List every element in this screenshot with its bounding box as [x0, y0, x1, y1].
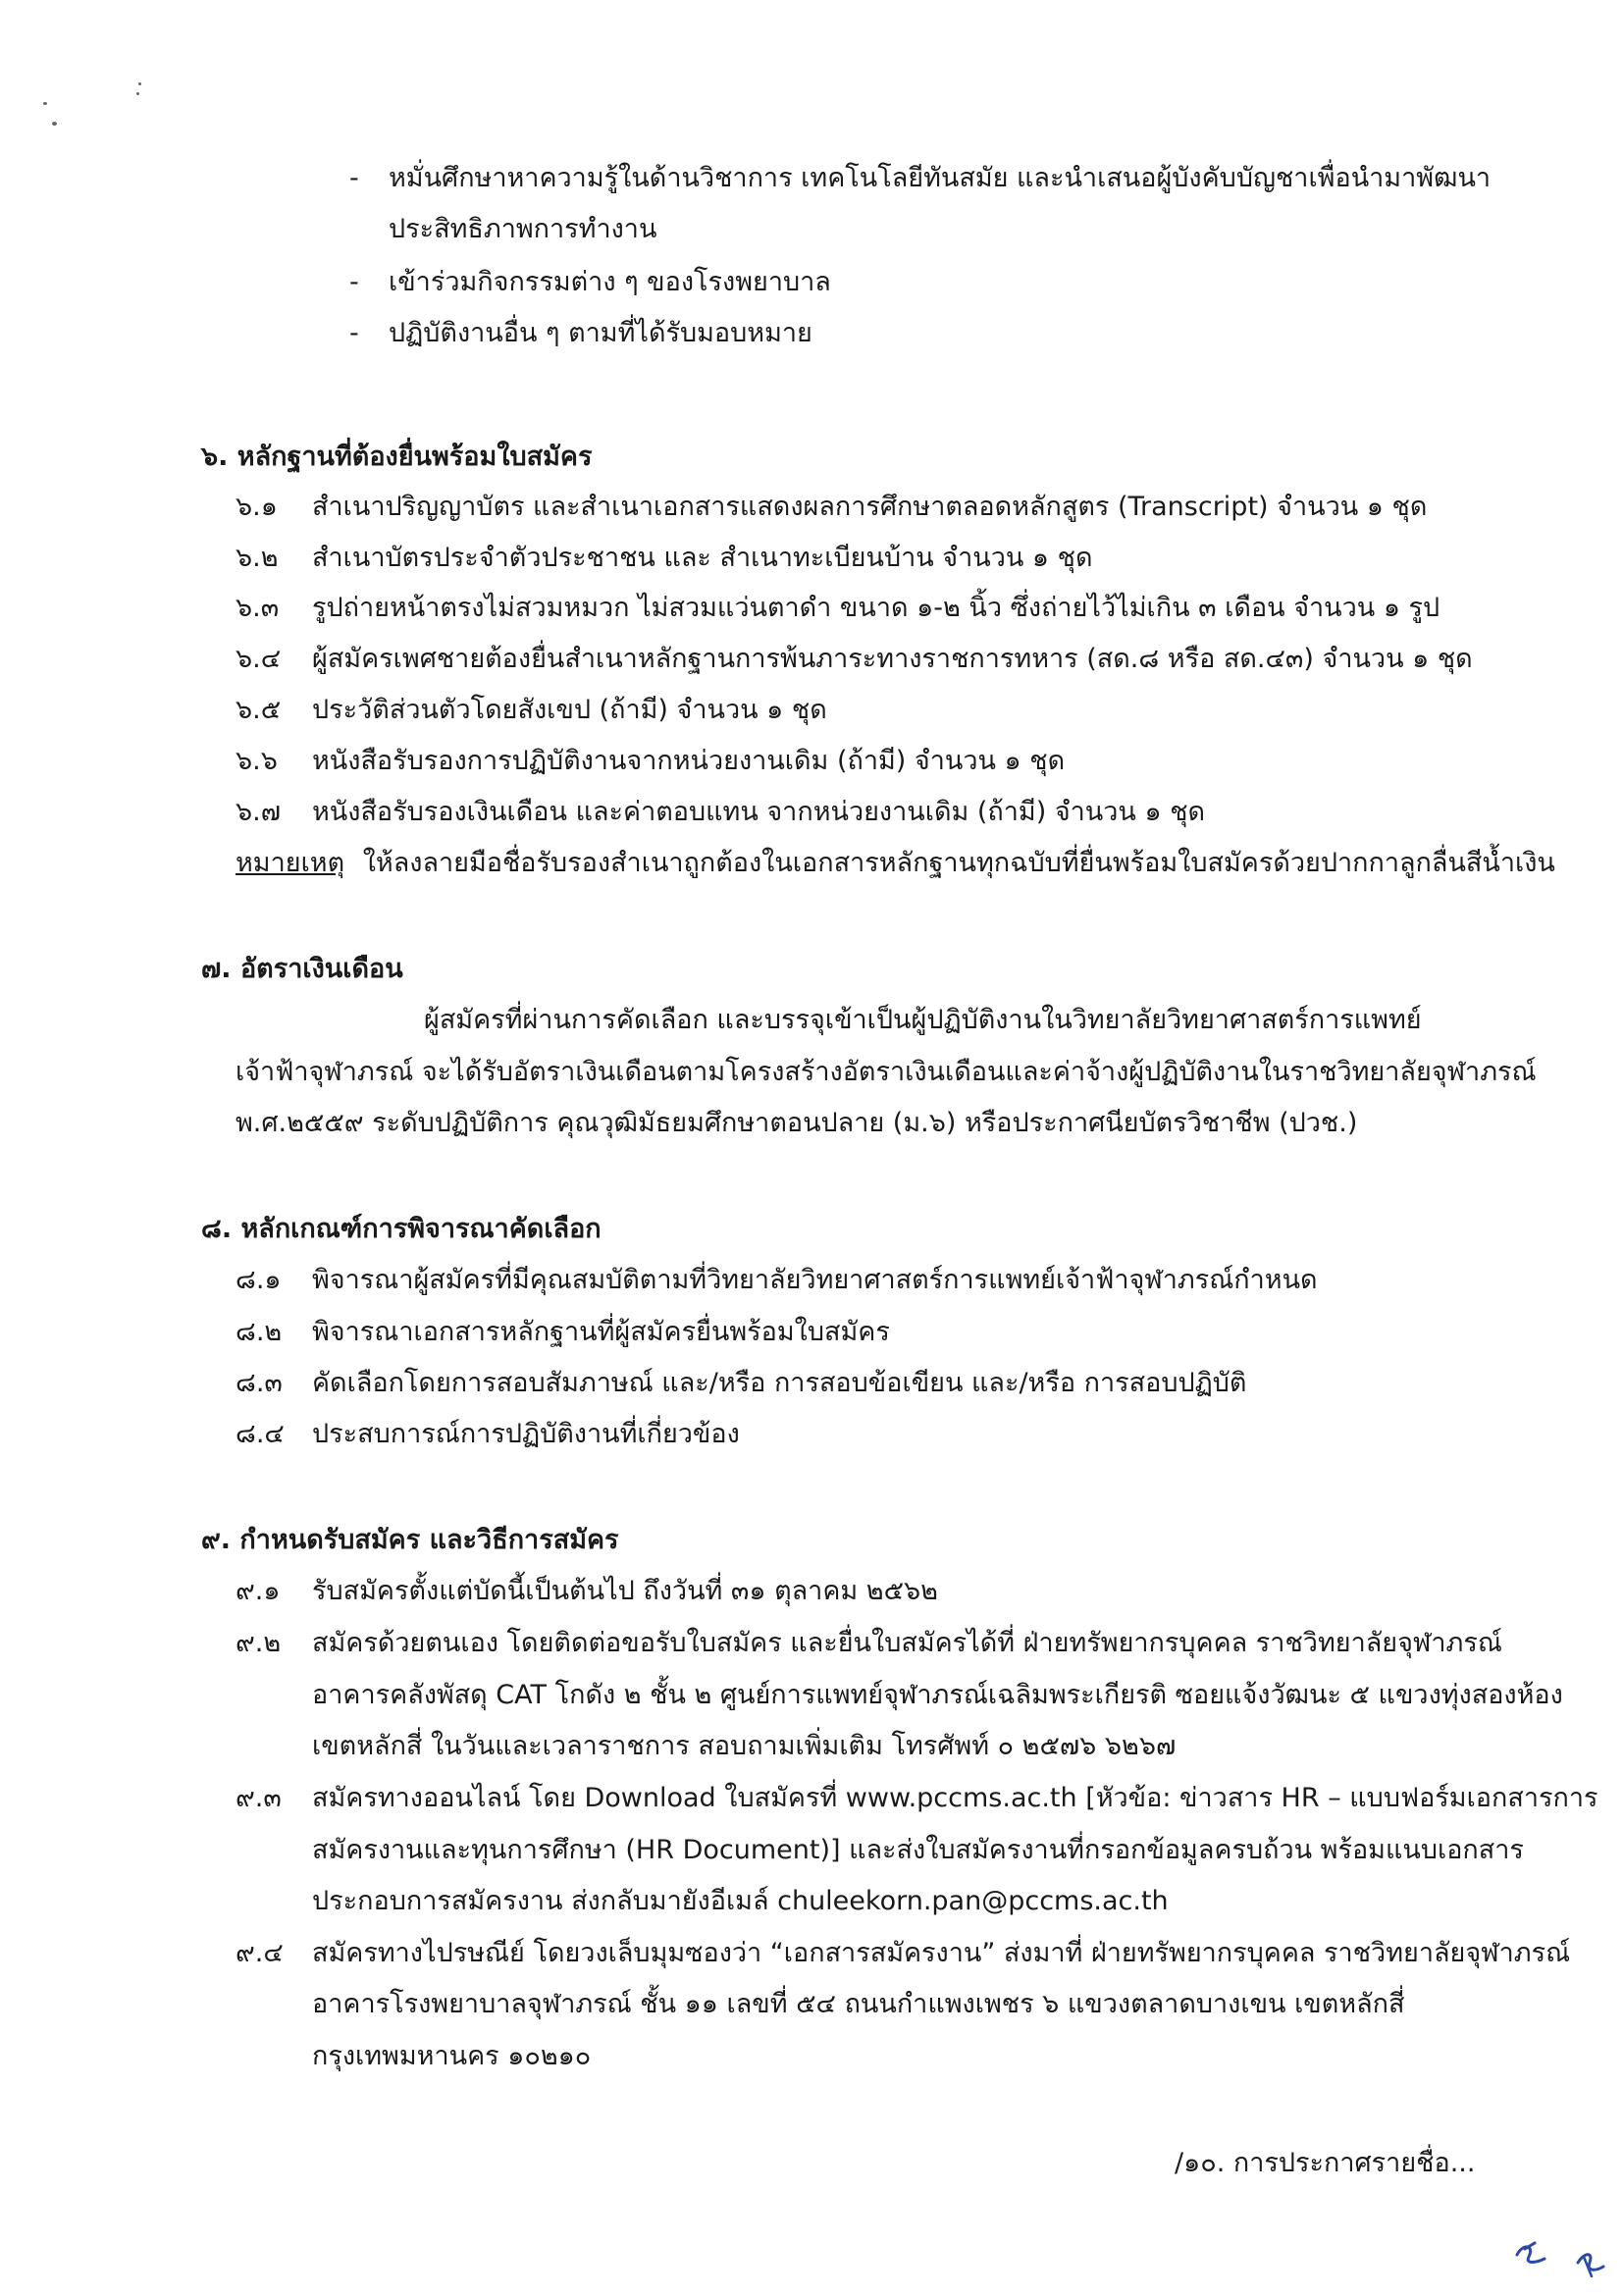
bullet-marker: - — [349, 318, 359, 348]
item-text: พิจารณาเอกสารหลักฐานที่ผู้สมัครยื่นพร้อมใบสมัคร — [312, 1317, 890, 1347]
note-line — [236, 846, 1555, 880]
item-text: ประวัติส่วนตัวโดยสังเขป (ถ้ามี) จำนวน ๑ ชุด — [312, 695, 827, 725]
scan-speck — [138, 82, 141, 85]
item-text: ประสบการณ์การปฏิบัติงานที่เกี่ยวข้อง — [312, 1419, 740, 1449]
bullet-text: เข้าร่วมกิจกรรมต่าง ๆ ของโรงพยาบาล — [389, 267, 831, 297]
item-number: ๖.๕ — [236, 695, 282, 725]
item-text: สมัครทางไปรษณีย์ โดยวงเล็บมุมซองว่า “เอกสารสมัครงาน” ส่งมาที่ ฝ่ายทรัพยากรบุคคล ราชวิทยาลัยจุฬาภรณ์ — [312, 1938, 1571, 1968]
scan-speck — [43, 102, 47, 105]
item-number: ๙.๓ — [236, 1783, 282, 1813]
item-number: ๖.๗ — [236, 797, 282, 827]
item-text: พิจารณาผู้สมัครที่มีคุณสมบัติตามที่วิทยาลัยวิทยาศาสตร์การแพทย์เจ้าฟ้าจุฬาภรณ์กำหนด — [312, 1265, 1318, 1295]
item-text-continuation: กรุงเทพมหานคร ๑๐๒๑๐ — [312, 2041, 592, 2071]
item-text: รูปถ่ายหน้าตรงไม่สวมหมวก ไม่สวมแว่นตาดำ ขนาด ๑-๒ นิ้ว ซึ่งถ่ายไว้ไม่เกิน ๓ เดือน จำนวน ๑ รูป — [312, 593, 1440, 623]
bullet-marker: - — [349, 163, 359, 193]
item-number: ๖.๖ — [236, 746, 278, 776]
item-text-continuation: อาคารโรงพยาบาลจุฬาภรณ์ ชั้น ๑๑ เลขที่ ๕๔ ถนนกำแพงเพชร ๖ แขวงตลาดบางเขน เขตหลักสี่ — [312, 1989, 1405, 2019]
item-text: หนังสือรับรองเงินเดือน และค่าตอบแทน จากหน่วยงานเดิม (ถ้ามี) จำนวน ๑ ชุด — [312, 797, 1206, 827]
scan-speck — [136, 92, 139, 95]
item-text: สำเนาปริญญาบัตร และสำเนาเอกสารแสดงผลการศึกษาตลอดหลักสูตร (Transcript) จำนวน ๑ ชุด — [312, 492, 1428, 522]
bullet-text: ปฏิบัติงานอื่น ๆ ตามที่ได้รับมอบหมาย — [389, 318, 812, 348]
item-text: สมัครทางออนไลน์ โดย Download ใบสมัครที่ www.pccms.ac.th [หัวข้อ: ข่าวสาร HR – แบบฟอร์มเอกสารการ — [312, 1783, 1598, 1813]
handwritten-initials — [1511, 2233, 1609, 2282]
paragraph-line: พ.ศ.๒๕๕๙ ระดับปฏิบัติการ คุณวุฒิมัธยมศึกษาตอนปลาย (ม.๖) หรือประกาศนียบัตรวิชาชีพ (ปวช.) — [236, 1108, 1358, 1138]
scan-speck — [52, 122, 57, 126]
section-heading: ๗. อัตราเงินเดือน — [201, 954, 403, 984]
item-number: ๖.๑ — [236, 492, 278, 522]
item-number: ๘.๔ — [236, 1419, 285, 1449]
item-text: หนังสือรับรองการปฏิบัติงานจากหน่วยงานเดิม (ถ้ามี) จำนวน ๑ ชุด — [312, 746, 1066, 776]
item-text: ผู้สมัครเพศชายต้องยื่นสำเนาหลักฐานการพ้นภาระทางราชการทหาร (สด.๘ หรือ สด.๔๓) จำนวน ๑ ชุด — [312, 644, 1473, 674]
item-text-continuation: สมัครงานและทุนการศึกษา (HR Document)] และส่งใบสมัครงานที่กรอกข้อมูลครบถ้วน พร้อมแนบเอกสาร — [312, 1835, 1524, 1865]
bullet-text: หมั่นศึกษาหาความรู้ในด้านวิชาการ เทคโนโลยีทันสมัย และนำเสนอผู้บังคับบัญชาเพื่อนำมาพัฒนา — [389, 163, 1492, 193]
note-label: หมายเหตุ — [236, 848, 345, 878]
item-number: ๖.๔ — [236, 644, 282, 674]
paragraph-line: ผู้สมัครที่ผ่านการคัดเลือก และบรรจุเข้าเป็นผู้ปฏิบัติงานในวิทยาลัยวิทยาศาสตร์การแพทย์ — [424, 1005, 1422, 1035]
continuation-marker: /๑๐. การประกาศรายชื่อ... — [1175, 2148, 1476, 2178]
item-text: คัดเลือกโดยการสอบสัมภาษณ์ และ/หรือ การสอบข้อเขียน และ/หรือ การสอบปฏิบัติ — [312, 1368, 1247, 1398]
item-number: ๘.๑ — [236, 1265, 282, 1295]
section-heading: ๖. หลักฐานที่ต้องยื่นพร้อมใบสมัคร — [201, 442, 593, 472]
item-number: ๖.๓ — [236, 593, 280, 623]
item-number: ๙.๔ — [236, 1938, 284, 1968]
item-text: สมัครด้วยตนเอง โดยติดต่อขอรับใบสมัคร และยื่นใบสมัครได้ที่ ฝ่ายทรัพยากรบุคคล ราชวิทยาลัยจุฬาภรณ์ — [312, 1628, 1502, 1658]
item-number: ๘.๒ — [236, 1317, 283, 1347]
item-number: ๙.๒ — [236, 1628, 282, 1658]
item-text: รับสมัครตั้งแต่บัดนี้เป็นต้นไป ถึงวันที่ ๓๑ ตุลาคม ๒๕๖๒ — [312, 1576, 938, 1606]
bullet-marker: - — [349, 267, 359, 297]
item-text: สำเนาบัตรประจำตัวประชาชน และ สำเนาทะเบียนบ้าน จำนวน ๑ ชุด — [312, 543, 1093, 573]
note-text: ให้ลงลายมือชื่อรับรองสำเนาถูกต้องในเอกสารหลักฐานทุกฉบับที่ยื่นพร้อมใบสมัครด้วยปากกาลูกลื่นสีน้ำเงิน — [362, 848, 1555, 878]
item-number: ๖.๒ — [236, 543, 279, 573]
item-text-continuation: เขตหลักสี่ ในวันและเวลาราชการ สอบถามเพิ่มเติม โทรศัพท์ ๐ ๒๕๗๖ ๖๒๖๗ — [312, 1731, 1177, 1761]
item-number: ๘.๓ — [236, 1368, 283, 1398]
item-text-continuation: ประกอบการสมัครงาน ส่งกลับมายังอีเมล์ chuleekorn.pan@pccms.ac.th — [312, 1886, 1169, 1916]
item-number: ๙.๑ — [236, 1576, 281, 1606]
section-heading: ๘. หลักเกณฑ์การพิจารณาคัดเลือก — [201, 1214, 602, 1244]
paragraph-line: เจ้าฟ้าจุฬาภรณ์ จะได้รับอัตราเงินเดือนตามโครงสร้างอัตราเงินเดือนและค่าจ้างผู้ปฏิบัติงานในราชวิทยาลัยจุฬาภรณ์ — [236, 1057, 1537, 1087]
bullet-text-continuation: ประสิทธิภาพการทำงาน — [389, 214, 657, 244]
item-text-continuation: อาคารคลังพัสดุ CAT โกดัง ๒ ชั้น ๒ ศูนย์การแพทย์จุฬาภรณ์เฉลิมพระเกียรติ ซอยแจ้งวัฒนะ ๕ แขวงทุ่งสองห้อง — [312, 1680, 1563, 1710]
section-heading: ๙. กำหนดรับสมัคร และวิธีการสมัคร — [201, 1525, 619, 1555]
